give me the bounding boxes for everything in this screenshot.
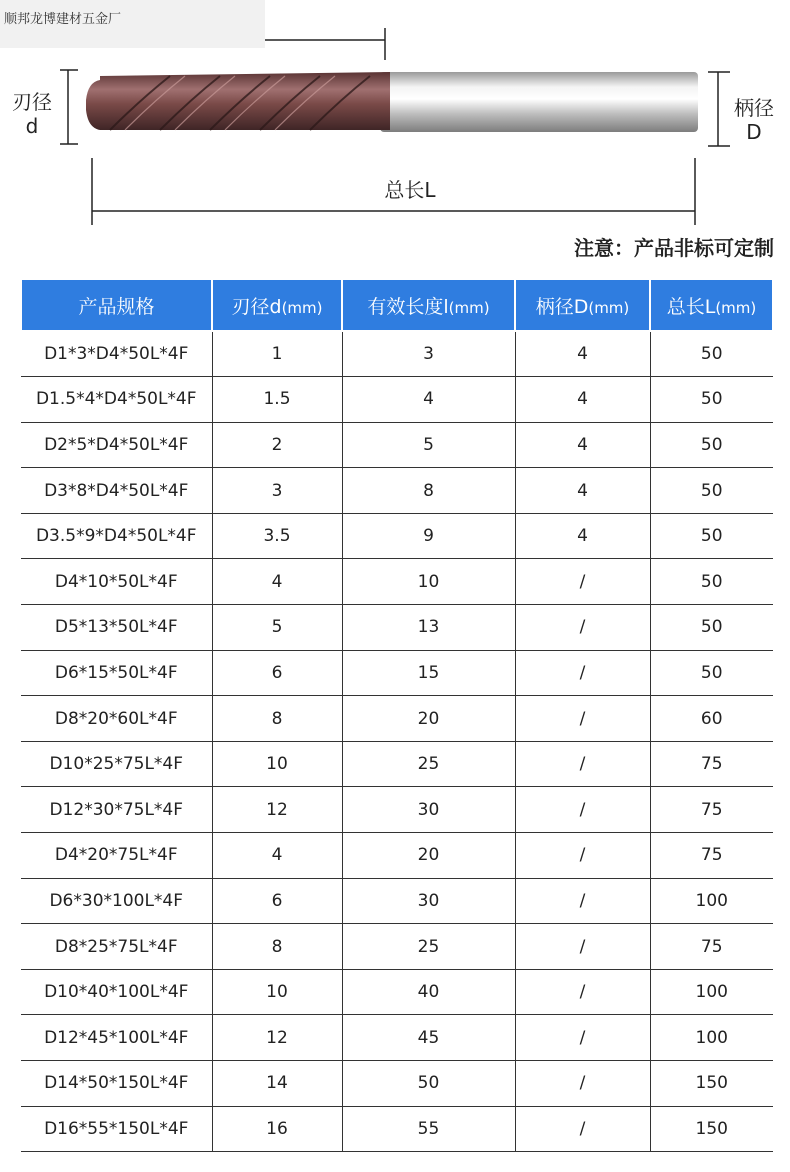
cell-effective-length: 55: [342, 1106, 515, 1152]
cell-shank-diameter: 4: [515, 331, 650, 377]
cell-spec: D10*25*75L*4F: [21, 741, 212, 787]
cell-effective-length: 40: [342, 969, 515, 1015]
cell-total-length: 75: [650, 833, 773, 879]
cell-spec: D1.5*4*D4*50L*4F: [21, 377, 212, 423]
cell-blade-diameter: 1: [212, 331, 342, 377]
cell-spec: D4*20*75L*4F: [21, 833, 212, 879]
cell-effective-length: 50: [342, 1061, 515, 1107]
cell-effective-length: 20: [342, 696, 515, 742]
cell-spec: D5*13*50L*4F: [21, 605, 212, 651]
cell-blade-diameter: 1.5: [212, 377, 342, 423]
cell-shank-diameter: /: [515, 924, 650, 970]
cell-spec: D1*3*D4*50L*4F: [21, 331, 212, 377]
cell-shank-diameter: 4: [515, 513, 650, 559]
table-row: [21, 878, 773, 924]
cell-shank-diameter: /: [515, 605, 650, 651]
cell-spec: D10*40*100L*4F: [21, 969, 212, 1015]
header-effective-length: [342, 279, 515, 331]
cell-total-length: 150: [650, 1061, 773, 1107]
header-label: 总长L: [666, 295, 716, 318]
blade-diameter-label: [6, 90, 58, 138]
cell-total-length: 50: [650, 513, 773, 559]
cell-shank-diameter: 4: [515, 422, 650, 468]
cell-shank-diameter: /: [515, 969, 650, 1015]
cell-total-length: 150: [650, 1106, 773, 1152]
header-label: 柄径D: [535, 295, 589, 318]
cell-total-length: 50: [650, 422, 773, 468]
spec-table: [20, 278, 774, 1152]
cell-blade-diameter: 5: [212, 605, 342, 651]
cell-spec: D12*45*100L*4F: [21, 1015, 212, 1061]
table-row: [21, 468, 773, 514]
cell-shank-diameter: /: [515, 696, 650, 742]
header-label: 刃径d: [231, 295, 282, 318]
cell-spec: D2*5*D4*50L*4F: [21, 422, 212, 468]
cell-total-length: 60: [650, 696, 773, 742]
cell-total-length: 100: [650, 1015, 773, 1061]
blade-diameter-text: 刃径: [12, 90, 52, 114]
shank-diameter-label: [728, 96, 780, 144]
table-row: [21, 605, 773, 651]
header-unit: (mm): [448, 298, 490, 317]
cell-spec: D6*30*100L*4F: [21, 878, 212, 924]
cell-spec: D3.5*9*D4*50L*4F: [21, 513, 212, 559]
table-row: [21, 331, 773, 377]
cell-total-length: 50: [650, 377, 773, 423]
cell-spec: D16*55*150L*4F: [21, 1106, 212, 1152]
header-label: 产品规格: [78, 295, 155, 318]
table-row: [21, 696, 773, 742]
cell-shank-diameter: /: [515, 878, 650, 924]
cell-blade-diameter: 10: [212, 741, 342, 787]
cell-total-length: 50: [650, 468, 773, 514]
header-unit: (mm): [715, 298, 757, 317]
cell-effective-length: 30: [342, 878, 515, 924]
cell-total-length: 50: [650, 559, 773, 605]
cell-effective-length: 5: [342, 422, 515, 468]
cell-spec: D3*8*D4*50L*4F: [21, 468, 212, 514]
cell-total-length: 75: [650, 787, 773, 833]
cell-blade-diameter: 12: [212, 1015, 342, 1061]
cell-spec: D8*20*60L*4F: [21, 696, 212, 742]
table-row: [21, 650, 773, 696]
cell-shank-diameter: /: [515, 650, 650, 696]
table-row: [21, 1015, 773, 1061]
table-row: [21, 787, 773, 833]
cell-effective-length: 30: [342, 787, 515, 833]
cell-effective-length: 15: [342, 650, 515, 696]
cell-blade-diameter: 4: [212, 559, 342, 605]
cell-shank-diameter: /: [515, 1061, 650, 1107]
cell-total-length: 50: [650, 650, 773, 696]
cell-blade-diameter: 16: [212, 1106, 342, 1152]
cell-spec: D12*30*75L*4F: [21, 787, 212, 833]
total-length-label: 总长L: [384, 178, 436, 202]
shank: [380, 72, 698, 132]
cell-blade-diameter: 2: [212, 422, 342, 468]
table-row: [21, 741, 773, 787]
table-row: [21, 513, 773, 559]
table-row: [21, 1061, 773, 1107]
table-row: [21, 924, 773, 970]
cell-blade-diameter: 6: [212, 650, 342, 696]
header-spec: [21, 279, 212, 331]
cell-spec: D4*10*50L*4F: [21, 559, 212, 605]
custom-note: 注意：产品非标可定制: [574, 236, 774, 260]
cell-shank-diameter: /: [515, 787, 650, 833]
cell-total-length: 75: [650, 741, 773, 787]
table-row: [21, 422, 773, 468]
cell-blade-diameter: 14: [212, 1061, 342, 1107]
cell-shank-diameter: /: [515, 1015, 650, 1061]
cell-shank-diameter: 4: [515, 377, 650, 423]
cell-total-length: 50: [650, 605, 773, 651]
table-body: [21, 331, 773, 1152]
table-row: [21, 833, 773, 879]
cell-blade-diameter: 8: [212, 924, 342, 970]
cell-effective-length: 13: [342, 605, 515, 651]
cell-effective-length: 8: [342, 468, 515, 514]
table-header-row: [21, 279, 773, 331]
table-row: [21, 1106, 773, 1152]
cell-shank-diameter: /: [515, 833, 650, 879]
cell-spec: D8*25*75L*4F: [21, 924, 212, 970]
cell-effective-length: 10: [342, 559, 515, 605]
cell-spec: D14*50*150L*4F: [21, 1061, 212, 1107]
shop-watermark: 顺邦龙博建材五金厂: [0, 0, 265, 48]
cell-blade-diameter: 3: [212, 468, 342, 514]
cell-blade-diameter: 4: [212, 833, 342, 879]
cell-effective-length: 20: [342, 833, 515, 879]
cell-total-length: 50: [650, 331, 773, 377]
shank-diameter-symbol: D: [746, 120, 762, 144]
cell-total-length: 100: [650, 969, 773, 1015]
blade-diameter-symbol: d: [25, 114, 39, 138]
cell-effective-length: 4: [342, 377, 515, 423]
cell-shank-diameter: /: [515, 559, 650, 605]
cell-blade-diameter: 12: [212, 787, 342, 833]
header-unit: (mm): [281, 298, 323, 317]
cell-shank-diameter: /: [515, 1106, 650, 1152]
cell-effective-length: 3: [342, 331, 515, 377]
table-row: [21, 969, 773, 1015]
header-unit: (mm): [588, 298, 630, 317]
header-blade-diameter: [212, 279, 342, 331]
table-row: [21, 377, 773, 423]
cell-spec: D6*15*50L*4F: [21, 650, 212, 696]
table-row: [21, 559, 773, 605]
header-total-length: [650, 279, 773, 331]
header-shank-diameter: [515, 279, 650, 331]
cell-shank-diameter: 4: [515, 468, 650, 514]
cell-blade-diameter: 3.5: [212, 513, 342, 559]
cell-effective-length: 45: [342, 1015, 515, 1061]
header-label: 有效长度l: [367, 295, 449, 318]
shank-diameter-text: 柄径: [734, 96, 774, 120]
cell-shank-diameter: /: [515, 741, 650, 787]
cell-blade-diameter: 8: [212, 696, 342, 742]
cell-blade-diameter: 6: [212, 878, 342, 924]
cell-total-length: 75: [650, 924, 773, 970]
cell-effective-length: 9: [342, 513, 515, 559]
cell-effective-length: 25: [342, 741, 515, 787]
cell-effective-length: 25: [342, 924, 515, 970]
cell-total-length: 100: [650, 878, 773, 924]
cell-blade-diameter: 10: [212, 969, 342, 1015]
flute-section: [86, 72, 390, 130]
